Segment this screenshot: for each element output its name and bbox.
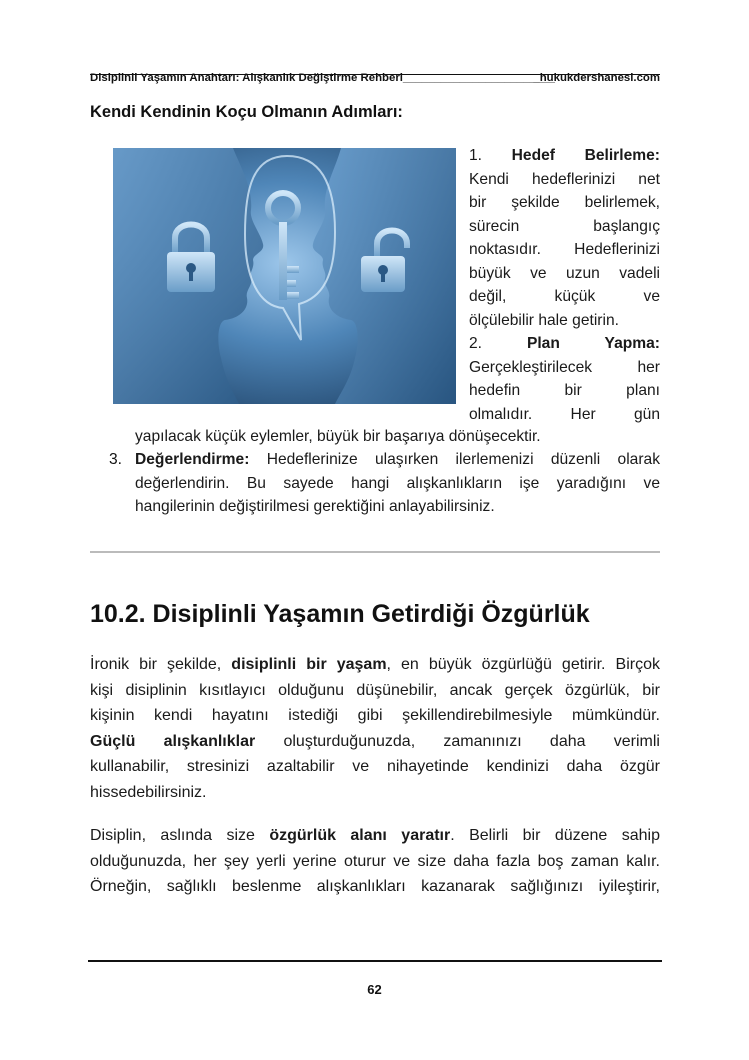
step-3-title: Değerlendirme: <box>135 451 250 468</box>
step-3 <box>135 448 660 519</box>
step-2-number: 2. <box>469 335 483 352</box>
step-1-line: sürecin başlangıç <box>469 217 660 235</box>
paragraph-line: kişi disiplinin kısıtlayıcı olduğunu düşünebilir, ancak gerçek özgürlük, bir <box>90 681 660 699</box>
step-1-line: büyük ve uzun vadeli <box>469 264 660 282</box>
step-3-line: Hedeflerinize ulaşırken ilerlemenizi düzenli olarak <box>266 451 660 468</box>
header-title: Disiplinli Yaşamın Anahtarı: Alışkanlık Değiştirme Rehberi________________________ <box>90 72 555 84</box>
paragraph-line <box>90 823 660 849</box>
paragraph-line: kullanabilir, stresinizi azaltabilir ve nihayetinde kendinizi daha özgür <box>90 758 660 775</box>
page-number: 62 <box>367 982 382 997</box>
paragraph-1 <box>90 652 660 805</box>
step-1-line: Kendi hedeflerinizi net <box>469 170 660 188</box>
step-2-line: yapılacak küçük eylemler, büyük bir başarıya dönüşecektir. <box>135 428 541 445</box>
paragraph-line <box>90 729 660 755</box>
step-1-line: noktasıdır. Hedeflerinizi <box>469 241 660 258</box>
step-2-line: Gerçekleştirilecek her <box>469 358 660 376</box>
running-header <box>90 72 660 84</box>
step-3-number: 3. <box>109 451 123 468</box>
bold-run: disiplinli bir yaşam <box>231 656 387 673</box>
heads-key-illustration <box>113 148 456 404</box>
step-1-number: 1. <box>469 147 483 164</box>
text-run: , en büyük özgürlüğü getirir. Birçok <box>386 656 660 673</box>
step-1-title: Hedef Belirleme: <box>511 147 660 164</box>
step-1-line: bir şekilde belirlemek, <box>469 194 660 211</box>
paragraph-line: hissedebilirsiniz. <box>90 783 207 801</box>
step-1-line: değil, küçük ve <box>469 288 660 305</box>
step-1-line: ölçülebilir hale getirin. <box>469 311 619 329</box>
step-2-heading <box>469 332 660 356</box>
section-divider <box>90 551 660 553</box>
step-1-heading <box>469 144 660 168</box>
header-site: _hukukdershanesi.com <box>533 72 660 84</box>
section-title: Kendi Kendinin Koçu Olmanın Adımları: <box>90 103 403 121</box>
text-run: İronik bir şekilde, <box>90 656 232 673</box>
paragraph-line <box>90 652 660 678</box>
text-run: Disiplin, aslında size <box>90 827 270 844</box>
paragraph-line: kişinin kendi hayatını istediği gibi şekillendirebilmesiyle mümkündür. <box>90 707 660 724</box>
step-2-line: olmalıdır. Her gün <box>469 405 660 423</box>
step-3-line: değerlendirin. Bu sayede hangi alışkanlıkların işe yaradığını ve <box>135 474 660 492</box>
step-2-title: Plan Yapma: <box>526 335 660 352</box>
paragraph-line: olduğunuzda, her şey yerli yerine oturur ve size daha fazla boş zaman kalır. <box>90 852 660 870</box>
footer-rule <box>88 960 662 962</box>
step-2-line: hedefin bir planı <box>469 382 660 399</box>
paragraph-line: Örneğin, sağlıklı beslenme alışkanlıkları kazanarak sağlığınızı iyileştirir, <box>90 878 660 895</box>
bold-run: özgürlük alanı yaratır <box>269 827 451 844</box>
step-3-line: hangilerinin değiştirilmesi gerektiğini anlayabilirsiniz. <box>135 498 495 515</box>
step-3-first-line <box>135 448 660 472</box>
paragraph-2 <box>90 823 660 900</box>
step-1 <box>469 144 660 426</box>
chapter-heading: 10.2. Disiplinli Yaşamın Getirdiği Özgürlük <box>90 600 590 628</box>
text-run: oluşturduğunuzda, zamanınızı daha verimli <box>255 732 660 750</box>
bold-run: Güçlü alışkanlıklar <box>90 732 256 750</box>
text-run: . Belirli bir düzene sahip <box>450 827 660 844</box>
